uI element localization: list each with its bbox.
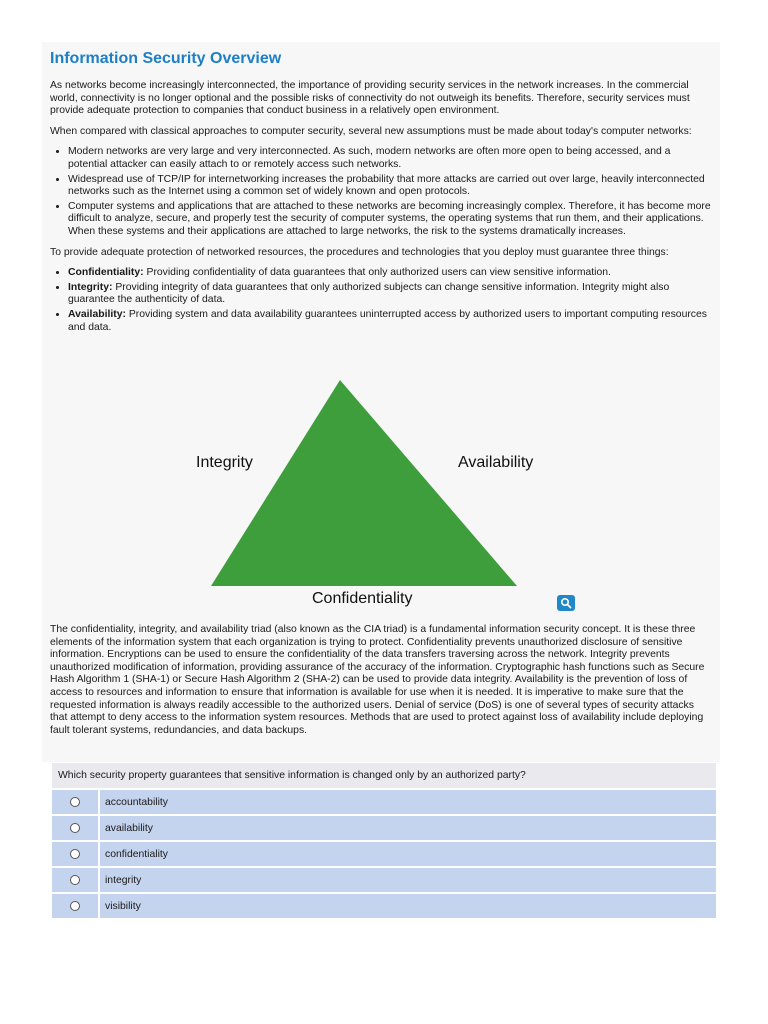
list-item: • Modern networks are very large and very interconnected. As such, modern networks are often more open to being accessed, and a potential attacker can easily attach to or remotely access such networks.	[68, 146, 712, 171]
option-label[interactable]: visibility	[100, 894, 716, 918]
radio-button[interactable]	[70, 875, 80, 885]
diagram-label-integrity: Integrity	[196, 454, 253, 471]
diagram-label-availability: Availability	[458, 454, 534, 471]
radio-cell	[52, 868, 98, 892]
page-title: Information Security Overview	[50, 50, 282, 67]
quiz-option-availability[interactable]	[52, 816, 716, 840]
radio-button[interactable]	[70, 901, 80, 911]
list-item: • Computer systems and applications that are attached to these networks are becoming increasingly complex. Therefore, it has become more difficult to analyze, secure, and properly test the security of computer systems, the operating systems that run them, and their applications. When these systems and their applications are attached to large networks, the risk to the systems dramatically increases.	[68, 201, 712, 239]
radio-cell	[52, 790, 98, 814]
intro-paragraph-2: When compared with classical approaches to computer security, several new assumptions must be made about today's computer networks:	[50, 125, 692, 137]
diagram-label-confidentiality: Confidentiality	[312, 590, 413, 607]
radio-cell	[52, 894, 98, 918]
term-description: Providing system and data availability guarantees uninterrupted access by authorized users to important computing resources and data.	[68, 308, 707, 333]
radio-button[interactable]	[70, 823, 80, 833]
quiz-option-visibility[interactable]	[52, 894, 716, 918]
magnifier-icon	[560, 597, 572, 609]
quiz-option-accountability[interactable]	[52, 790, 716, 814]
intro-paragraph-3: To provide adequate protection of networked resources, the procedures and technologies that you deploy must guarantee three things:	[50, 246, 669, 258]
option-label[interactable]: integrity	[100, 868, 716, 892]
term-label: Integrity:	[68, 281, 113, 293]
radio-cell	[52, 842, 98, 866]
quiz-option-integrity[interactable]	[52, 868, 716, 892]
term-label: Confidentiality:	[68, 267, 144, 279]
lesson-content	[42, 42, 720, 762]
radio-cell	[52, 816, 98, 840]
term-description: Providing confidentiality of data guarantees that only authorized users can view sensitive information.	[143, 267, 611, 279]
option-label[interactable]: accountability	[100, 790, 716, 814]
cia-triangle	[211, 380, 517, 586]
radio-button[interactable]	[70, 797, 80, 807]
option-label[interactable]: confidentiality	[100, 842, 716, 866]
intro-paragraph-1: As networks become increasingly interconnected, the importance of providing security services in the network increases. In the commercial world, connectivity is no longer optional and the possible risks of connectivity do not outweigh its benefits. Therefore, security services must provide adequate protection to companies that conduct business in a relatively open environment.	[50, 80, 690, 117]
list-item: • Widespread use of TCP/IP for internetworking increases the probability that more attacks are carried out over large, heavily interconnected networks such as the Internet using a common set of widely known and open protocols.	[68, 174, 712, 199]
term-description: Providing integrity of data guarantees that only authorized subjects can change sensitive information. Integrity might also guarantee the authenticity of data.	[68, 281, 670, 306]
option-label[interactable]: availability	[100, 816, 716, 840]
term-label: Availability:	[68, 308, 126, 320]
zoom-button[interactable]	[557, 595, 575, 611]
radio-button[interactable]	[70, 849, 80, 859]
cia-description-paragraph: The confidentiality, integrity, and availability triad (also known as the CIA triad) is a fundamental information security concept. It is these three elements of the information system that each organization is trying to protect. Confidentiality prevents unauthorized disclosure of sensitive information. Encryptions can be used to ensure the confidentiality of the data transfers traversing across the network. Integrity prevents unauthorized modification of information, providing assurance of the accuracy of the information. Cryptographic hash functions such as Secure Hash Algorithm 1 (SHA-1) or Secure Hash Algorithm 2 (SHA-2) can be used to provide data integrity. Availability is the prevention of loss of access to resources and information to ensure that information is available for use when it is needed. It is imperative to make sure that the requested information is always readily accessible to the authorized users. Denial of service (DoS) is one of several types of security attacks that attempt to deny access to the information system resources. Methods that are used to protect against loss of availability include deploying fault tolerant systems, redundancies, and data backups.	[50, 624, 705, 736]
quiz-option-confidentiality[interactable]	[52, 842, 716, 866]
quiz-block	[52, 763, 716, 918]
quiz-question: Which security property guarantees that sensitive information is changed only by an authorized party?	[52, 763, 716, 788]
